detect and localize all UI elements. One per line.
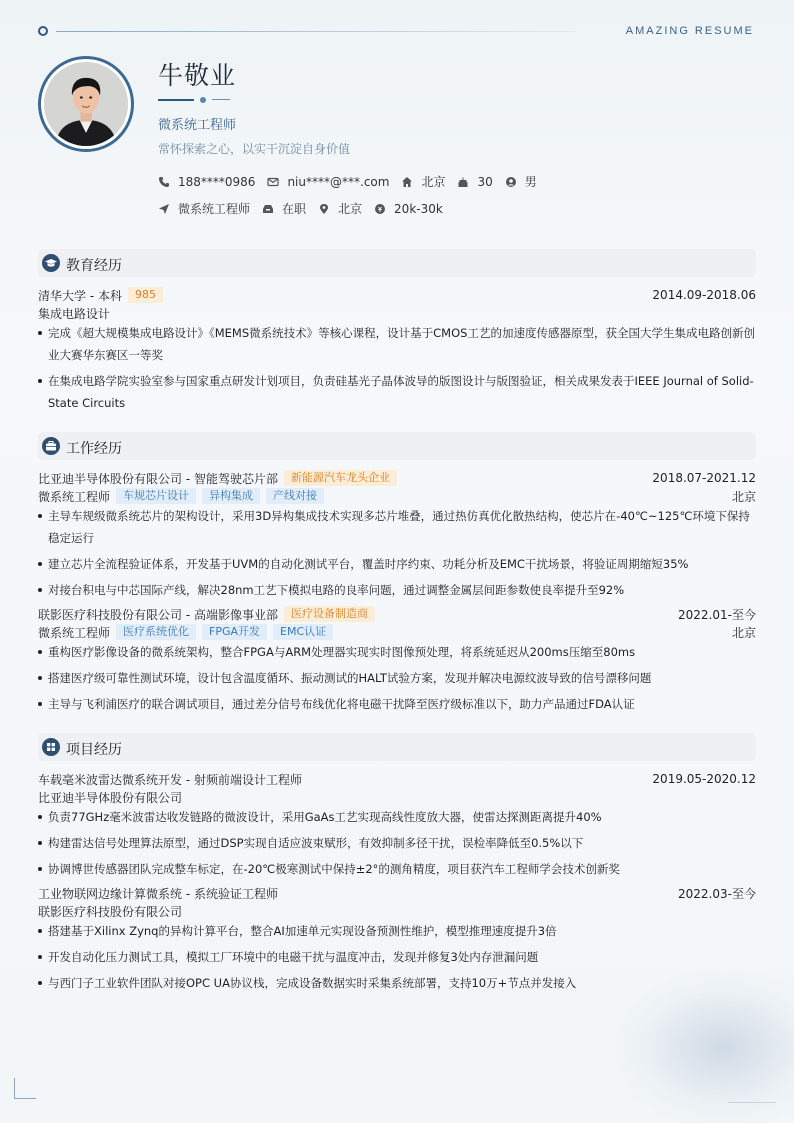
list-item: 搭建基于Xilinx Zynq的异构计算平台，整合AI加速单元实现设备预测性维护，模型推理速度提升3倍 [38, 920, 756, 942]
send-icon [158, 203, 170, 215]
skill-tag: 车规芯片设计 [116, 488, 196, 504]
position-text: 微系统工程师 [178, 202, 251, 216]
age-text: 30 [477, 174, 493, 189]
skill-tag: 产线对接 [266, 488, 324, 504]
major-text: 集成电路设计 [38, 306, 111, 321]
city-text: 北京 [421, 175, 446, 189]
salary-item [374, 202, 443, 216]
section-title: 工作经历 [66, 441, 122, 457]
education-major-row [38, 304, 756, 322]
contact-row [158, 173, 549, 190]
list-item: 重构医疗影像设备的微系统架构，整合FPGA与ARM处理器实现实时图像预处理，将系统延迟从200ms压缩至80ms [38, 641, 756, 663]
graduation-cap-icon [42, 254, 60, 272]
status-item [262, 200, 306, 217]
list-item: 主导与飞利浦医疗的联合调试项目，通过差分信号布线优化将电磁干扰降至医疗级标准以下，助力产品通过FDA认证 [38, 693, 756, 715]
location-pin-icon [318, 203, 330, 215]
skill-tag: 异构集成 [202, 488, 260, 504]
intent-city-item [318, 200, 362, 217]
project-org: 联影医疗科技股份有限公司 [38, 904, 183, 919]
briefcase-icon [42, 437, 60, 455]
list-item: 开发自动化压力测试工具，模拟工厂环境中的电磁干扰与温度冲击，发现并修复3处内存泄漏问题 [38, 946, 756, 968]
company-title: 联影医疗科技股份有限公司 - 高端影像事业部 [38, 607, 278, 622]
home-icon [401, 176, 413, 188]
list-item: 与西门子工业软件团队对接OPC UA协议栈，完成设备数据实时采集系统部署，支持10万+节点并发接入 [38, 972, 756, 994]
list-item: 负责77GHz毫米波雷达收发链路的微波设计，采用GaAs工艺实现高线性度放大器，使雷达探测距离提升40% [38, 806, 756, 828]
section-title: 教育经历 [66, 258, 122, 274]
work-entry-header [38, 605, 756, 623]
gender-text: 男 [524, 175, 537, 189]
gender-item [505, 173, 537, 190]
project-org-row [38, 902, 756, 920]
skill-tag: FPGA开发 [202, 624, 267, 640]
role-text: 微系统工程师 [38, 625, 111, 640]
phone-text: 188****0986 [178, 174, 256, 189]
intent-row [158, 200, 455, 217]
school-title: 清华大学 - 本科 [38, 288, 122, 303]
education-section-header [38, 249, 756, 277]
education-entry-header [38, 286, 756, 304]
skill-tag: 医疗系统优化 [116, 624, 196, 640]
salary-text: 20k-30k [394, 201, 443, 216]
intent-city-text: 北京 [338, 202, 363, 216]
email-item [267, 175, 389, 189]
skill-tag: EMC认证 [273, 624, 333, 640]
education-date: 2014.09-2018.06 [652, 288, 756, 302]
brand-label: AMAZING RESUME [625, 25, 754, 37]
position-item [158, 200, 250, 217]
cake-icon [457, 176, 469, 188]
project-entry-header [38, 884, 756, 902]
work-location: 北京 [731, 625, 756, 640]
project-date: 2022.03-至今 [678, 886, 756, 901]
work-location: 北京 [731, 489, 756, 504]
list-item: 建立芯片全流程验证体系，开发基于UVM的自动化测试平台，覆盖时序约束、功耗分析及EMC干扰场景，将验证周期缩短35% [38, 553, 756, 575]
motto: 常怀探索之心，以实干沉淀自身价值 [158, 142, 351, 156]
job-title: 微系统工程师 [158, 118, 237, 133]
project-org: 比亚迪半导体股份有限公司 [38, 790, 183, 805]
project-org-row [38, 788, 756, 806]
company-tag: 新能源汽车龙头企业 [284, 470, 397, 486]
work-date: 2018.07-2021.12 [652, 471, 756, 485]
inbox-icon [262, 203, 274, 215]
projects-section-header [38, 733, 756, 761]
list-item: 构建雷达信号处理算法原型，通过DSP实现自适应波束赋形，有效抑制多径干扰，误检率降低至0.5%以下 [38, 832, 756, 854]
work-role-row [38, 623, 756, 641]
mail-icon [267, 176, 279, 188]
project-entry-header [38, 770, 756, 788]
project-title: 工业物联网边缘计算微系统 - 系统验证工程师 [38, 886, 278, 901]
bottom-rule [728, 1102, 776, 1103]
background-blur-decoration [616, 972, 794, 1123]
phone-item [158, 175, 255, 189]
user-icon [505, 176, 517, 188]
project-date: 2019.05-2020.12 [652, 772, 756, 786]
project-title: 车载毫米波雷达微系统开发 - 射频前端设计工程师 [38, 772, 302, 787]
list-item: 主导车规级微系统芯片的架构设计，采用3D异构集成技术实现多芯片堆叠，通过热仿真优化散热结构，使芯片在-40℃~125℃环境下保持稳定运行 [38, 505, 756, 549]
name-underline [158, 96, 238, 104]
company-title: 比亚迪半导体股份有限公司 - 智能驾驶芯片部 [38, 471, 278, 486]
work-section-header [38, 432, 756, 460]
company-tag: 医疗设备制造商 [284, 606, 375, 622]
corner-ornament [14, 1078, 36, 1099]
city-item [401, 173, 445, 190]
circle-ornament [38, 26, 48, 36]
email-text: niu****@***.com [287, 174, 390, 189]
phone-icon [158, 176, 170, 188]
role-text: 微系统工程师 [38, 489, 111, 504]
work-date: 2022.01-至今 [678, 607, 756, 622]
list-item: 协调博世传感器团队完成整车标定，在-20℃极寒测试中保持±2°的测角精度，项目获汽车工程师学会技术创新奖 [38, 858, 756, 880]
list-item: 完成《超大规模集成电路设计》《MEMS微系统技术》等核心课程，设计基于CMOS工艺的加速度传感器原型，获全国大学生集成电路创新创业大赛华东赛区一等奖 [38, 322, 756, 366]
work-entry-header [38, 469, 756, 487]
status-text: 在职 [282, 202, 307, 216]
top-decoration [38, 26, 754, 38]
work-role-row [38, 487, 756, 505]
divider [56, 31, 576, 32]
money-icon [374, 203, 386, 215]
list-item: 对接台积电与中芯国际产线，解决28nm工艺下模拟电路的良率问题，通过调整金属层间距参数使良率提升至92% [38, 579, 756, 601]
list-item: 搭建医疗级可靠性测试环境，设计包含温度循环、振动测试的HALT试验方案，发现并解决电源纹波导致的信号漂移问题 [38, 667, 756, 689]
age-item [457, 175, 492, 189]
grid-icon [42, 738, 60, 756]
list-item: 在集成电路学院实验室参与国家重点研发计划项目，负责硅基光子晶体波导的版图设计与版图验证，相关成果发表于IEEE Journal of Solid-State Circuits [38, 370, 756, 414]
section-title: 项目经历 [66, 742, 122, 758]
profile-photo [44, 62, 128, 146]
candidate-name: 牛敬业 [158, 61, 237, 90]
avatar [38, 56, 134, 152]
school-tag: 985 [128, 287, 163, 303]
